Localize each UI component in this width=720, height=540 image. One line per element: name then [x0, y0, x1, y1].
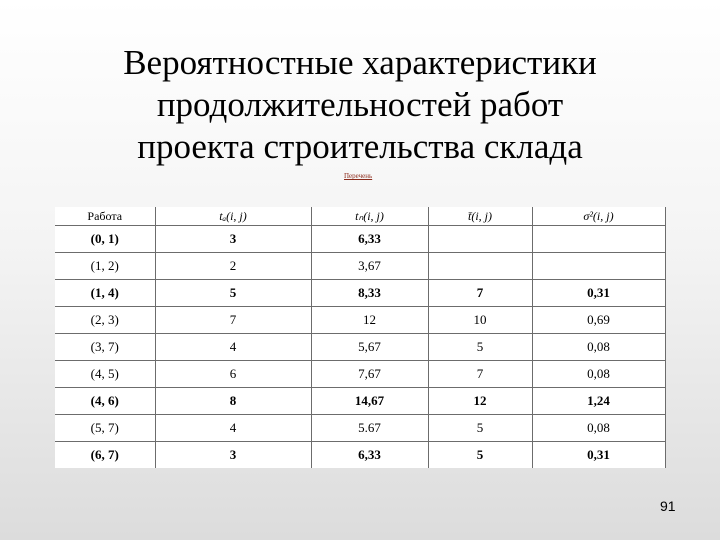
table-row	[55, 280, 665, 307]
characteristics-table	[55, 207, 666, 468]
table-row	[55, 226, 665, 253]
header-t-mean: t̄(i, j)	[428, 207, 532, 226]
table-cell: (4, 6)	[55, 388, 155, 415]
table-cell: 7	[428, 280, 532, 307]
table-row	[55, 334, 665, 361]
table-cell: (1, 4)	[55, 280, 155, 307]
table-cell: 6	[155, 361, 311, 388]
table-row	[55, 388, 665, 415]
table-cell: (3, 7)	[55, 334, 155, 361]
table-cell: 0,31	[532, 280, 665, 307]
title-line-1: Вероятностные характеристики	[123, 43, 597, 82]
table-cell: (1, 2)	[55, 253, 155, 280]
table-cell: 5	[155, 280, 311, 307]
table-row	[55, 361, 665, 388]
slide-title	[40, 42, 680, 168]
header-t-a: tₐ(i, j)	[155, 207, 311, 226]
table-cell: (5, 7)	[55, 415, 155, 442]
table-cell: 6,33	[311, 442, 428, 469]
table-cell: 8,33	[311, 280, 428, 307]
table-cell: 8	[155, 388, 311, 415]
table-cell: 5	[428, 442, 532, 469]
table-cell: 12	[428, 388, 532, 415]
table-cell: 1,24	[532, 388, 665, 415]
table-cell: 0,08	[532, 361, 665, 388]
page-number: 91	[660, 498, 676, 514]
table-cell: 0,08	[532, 334, 665, 361]
table-cell: 2	[155, 253, 311, 280]
table-cell: 4	[155, 334, 311, 361]
table-cell: 3	[155, 442, 311, 469]
title-line-2: продолжительностей работ	[156, 85, 564, 124]
table-cell: (6, 7)	[55, 442, 155, 469]
table-cell: 3	[155, 226, 311, 253]
table-cell: 0,69	[532, 307, 665, 334]
table-cell	[428, 253, 532, 280]
title-line-3: проекта строительства склада	[137, 127, 583, 166]
header-variance: σ²(i, j)	[532, 207, 665, 226]
table-cell: 14,67	[311, 388, 428, 415]
table-cell	[428, 226, 532, 253]
table-cell: 6,33	[311, 226, 428, 253]
table-cell: 0,31	[532, 442, 665, 469]
header-t-b: tₙ(i, j)	[311, 207, 428, 226]
table-cell	[532, 226, 665, 253]
table-cell: 7	[428, 361, 532, 388]
table-cell: (0, 1)	[55, 226, 155, 253]
table-cell: (4, 5)	[55, 361, 155, 388]
table-cell: 0,08	[532, 415, 665, 442]
table-cell: 10	[428, 307, 532, 334]
table-cell: 7,67	[311, 361, 428, 388]
nav-link[interactable]: Перечень	[344, 172, 373, 180]
table-cell: 3,67	[311, 253, 428, 280]
table-cell	[532, 253, 665, 280]
table-cell: 12	[311, 307, 428, 334]
table-cell: 5.67	[311, 415, 428, 442]
table-row	[55, 307, 665, 334]
table-cell: (2, 3)	[55, 307, 155, 334]
table-cell: 5,67	[311, 334, 428, 361]
table-cell: 7	[155, 307, 311, 334]
table-cell: 4	[155, 415, 311, 442]
table-cell: 5	[428, 334, 532, 361]
header-work: Работа	[55, 207, 155, 226]
table-row	[55, 442, 665, 469]
table-row	[55, 415, 665, 442]
table-row	[55, 253, 665, 280]
table-header-row	[55, 207, 665, 226]
table-cell: 5	[428, 415, 532, 442]
